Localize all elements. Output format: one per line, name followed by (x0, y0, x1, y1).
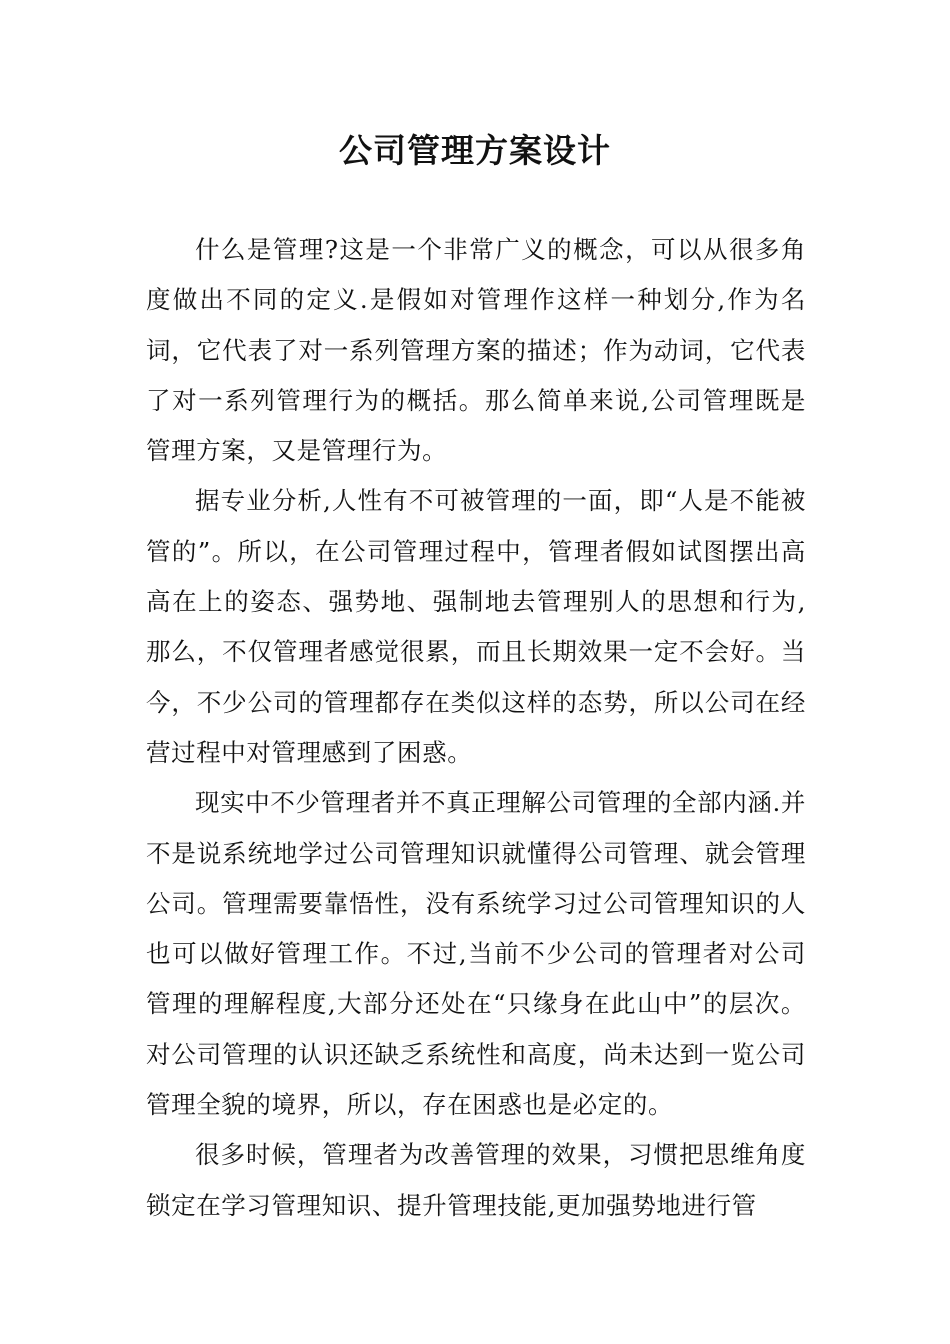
paragraph-4: 很多时候，管理者为改善管理的效果，习惯把思维角度锁定在学习管理知识、提升管理技能,更加强势地进行管 (146, 1140, 806, 1220)
document-body (146, 225, 806, 1231)
document-title: 公司管理方案设计 (339, 131, 611, 170)
paragraph-3: 现实中不少管理者并不真正理解公司管理的全部内涵.并不是说系统地学过公司管理知识就懂得公司管理、就会管理公司。管理需要靠悟性，没有系统学习过公司管理知识的人也可以做好管理工作。不过,当前不少公司的管理者对公司管理的理解程度,大部分还处在“只缘身在此山中”的层次。对公司管理的认识还缺乏系统性和高度，尚未达到一览公司管理全貌的境界，所以，存在困惑也是必定的。 (146, 788, 806, 1120)
paragraph-1: 什么是管理?这是一个非常广义的概念，可以从很多角度做出不同的定义.是假如对管理作这样一种划分,作为名词，它代表了对一系列管理方案的描述；作为动词，它代表了对一系列管理行为的概括。那么简单来说,公司管理既是管理方案，又是管理行为。 (146, 235, 806, 466)
paragraph-2: 据专业分析,人性有不可被管理的一面，即“人是不能被管的”。所以，在公司管理过程中，管理者假如试图摆出高高在上的姿态、强势地、强制地去管理别人的思想和行为,那么，不仅管理者感觉很累，而且长期效果一定不会好。当今，不少公司的管理都存在类似这样的态势，所以公司在经营过程中对管理感到了困惑。 (146, 486, 806, 767)
